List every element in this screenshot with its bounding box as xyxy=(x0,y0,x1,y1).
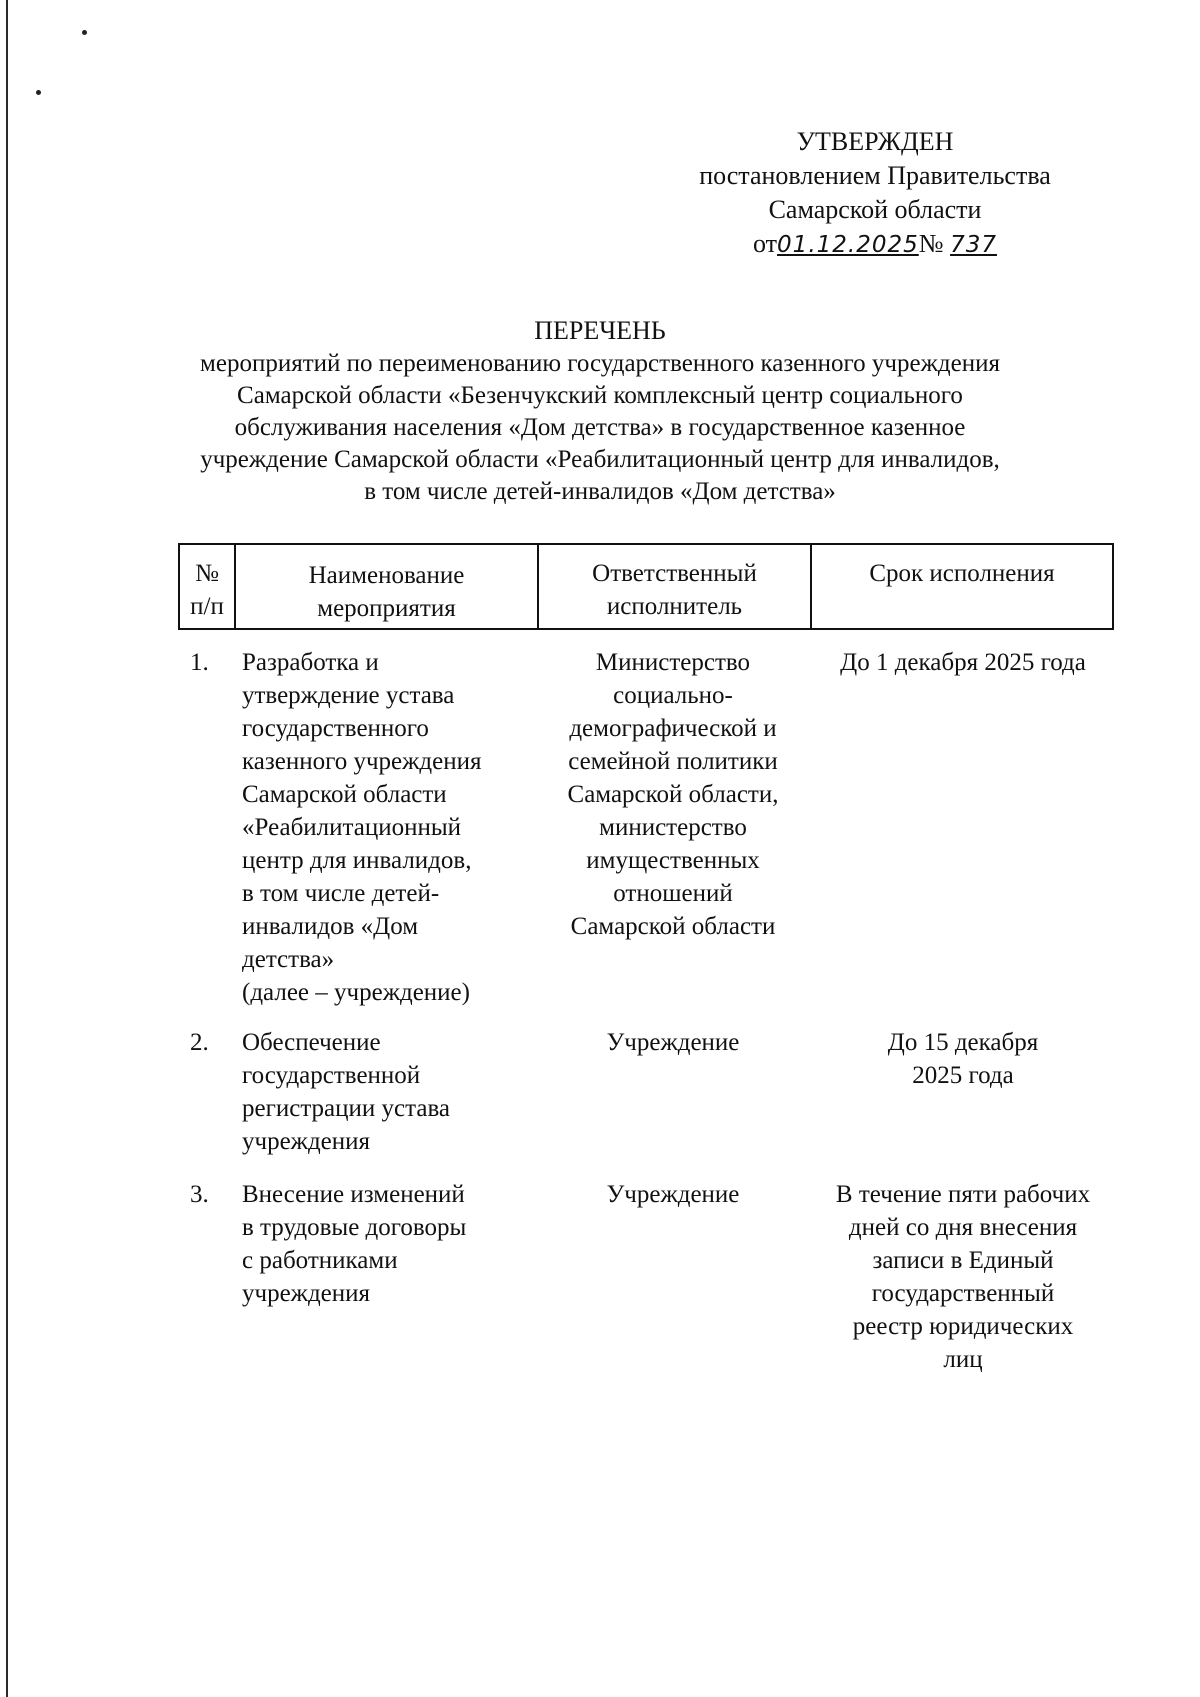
cell-line: с работниками xyxy=(242,1247,398,1274)
header-name xyxy=(236,545,539,628)
subtitle-line: учреждение Самарской области «Реабилитационный центр для инвалидов, xyxy=(200,446,1000,473)
scan-edge-line xyxy=(6,0,8,1697)
cell-line: социально- xyxy=(613,682,733,709)
cell-line: центр для инвалидов, xyxy=(242,847,472,874)
cell-line: имущественных xyxy=(586,847,760,874)
cell-line: казенного учреждения xyxy=(242,748,482,775)
cell-line: Учреждение xyxy=(606,1029,740,1056)
approval-line-1: постановлением Правительства xyxy=(699,161,1051,190)
decree-date: 01.12.2025 xyxy=(777,232,919,258)
cell-line: государственный xyxy=(871,1280,1055,1307)
cell-line: Самарской области xyxy=(570,913,776,940)
approval-line-2: Самарской области xyxy=(768,195,982,224)
decree-date-number xyxy=(650,227,1100,262)
scan-speck xyxy=(82,30,87,35)
row-responsible xyxy=(533,1026,813,1059)
row-number: 3. xyxy=(190,1181,209,1208)
cell-line: «Реабилитационный xyxy=(242,814,462,841)
header-text: Наименование xyxy=(308,562,465,589)
cell-line: лиц xyxy=(943,1346,983,1373)
cell-line: учреждения xyxy=(242,1280,371,1307)
document-subtitle xyxy=(140,348,1060,508)
cell-line: отношений xyxy=(613,880,733,907)
row-number: 2. xyxy=(190,1029,209,1056)
decree-number: 737 xyxy=(950,232,997,258)
row-name xyxy=(242,1178,537,1310)
from-label: от xyxy=(753,229,778,258)
cell-line: дней со дня внесения xyxy=(848,1214,1078,1241)
cell-line: министерство xyxy=(599,814,747,841)
header-text: исполнитель xyxy=(606,593,743,620)
cell-line: До 1 декабря 2025 года xyxy=(840,649,1086,676)
cell-line: В течение пяти рабочих xyxy=(835,1181,1091,1208)
cell-line: Учреждение xyxy=(606,1181,740,1208)
cell-line: Обеспечение xyxy=(242,1029,381,1056)
cell-line: учреждения xyxy=(242,1128,371,1155)
cell-line: Разработка и xyxy=(242,649,379,676)
header-text: мероприятия xyxy=(317,595,456,622)
row-term xyxy=(813,646,1113,679)
table-header xyxy=(178,543,1114,630)
approval-stamp-block xyxy=(650,125,1100,262)
header-term xyxy=(812,545,1112,628)
subtitle-line: мероприятий по переименованию государственного казенного учреждения xyxy=(200,350,1000,377)
subtitle-line: обслуживания населения «Дом детства» в государственное казенное xyxy=(234,414,966,441)
cell-line: инвалидов «Дом xyxy=(242,913,419,940)
header-responsible xyxy=(539,545,812,628)
header-text: Срок исполнения xyxy=(869,560,1055,587)
cell-line: До 15 декабря xyxy=(887,1029,1039,1056)
cell-line: детства» xyxy=(242,946,335,973)
cell-line: Внесение изменений xyxy=(242,1181,465,1208)
row-name xyxy=(242,1026,537,1158)
approval-status: УТВЕРЖДЕН xyxy=(796,127,954,156)
cell-line: Самарской области xyxy=(242,781,447,808)
cell-line: Самарской области, xyxy=(567,781,779,808)
scan-speck xyxy=(36,90,41,95)
subtitle-line: Самарской области «Безенчукский комплексный центр социального xyxy=(237,382,963,409)
cell-line: записи в Единый xyxy=(872,1247,1054,1274)
cell-line: Министерство xyxy=(595,649,751,676)
row-name xyxy=(242,646,537,1009)
header-text: Ответственный xyxy=(592,560,757,587)
row-responsible xyxy=(533,1178,813,1211)
cell-line: в том числе детей- xyxy=(242,880,440,907)
row-responsible xyxy=(533,646,813,943)
cell-line: реестр юридических xyxy=(852,1313,1074,1340)
header-text: п/п xyxy=(190,593,224,620)
row-term xyxy=(813,1026,1113,1092)
cell-line: государственного xyxy=(242,715,429,742)
header-text: № xyxy=(195,560,219,587)
cell-line: утверждение устава xyxy=(242,682,455,709)
cell-line: 2025 года xyxy=(912,1062,1014,1089)
number-label: № xyxy=(918,229,944,258)
cell-line: (далее – учреждение) xyxy=(242,979,470,1006)
cell-line: семейной политики xyxy=(568,748,778,775)
cell-line: регистрации устава xyxy=(242,1095,451,1122)
subtitle-line: в том числе детей-инвалидов «Дом детства» xyxy=(364,478,836,505)
row-number: 1. xyxy=(190,649,209,676)
header-num xyxy=(180,545,236,628)
cell-line: демографической и xyxy=(569,715,777,742)
cell-line: в трудовые договоры xyxy=(242,1214,467,1241)
cell-line: государственной xyxy=(242,1062,421,1089)
row-term xyxy=(813,1178,1113,1376)
document-title: ПЕРЕЧЕНЬ xyxy=(534,316,666,345)
